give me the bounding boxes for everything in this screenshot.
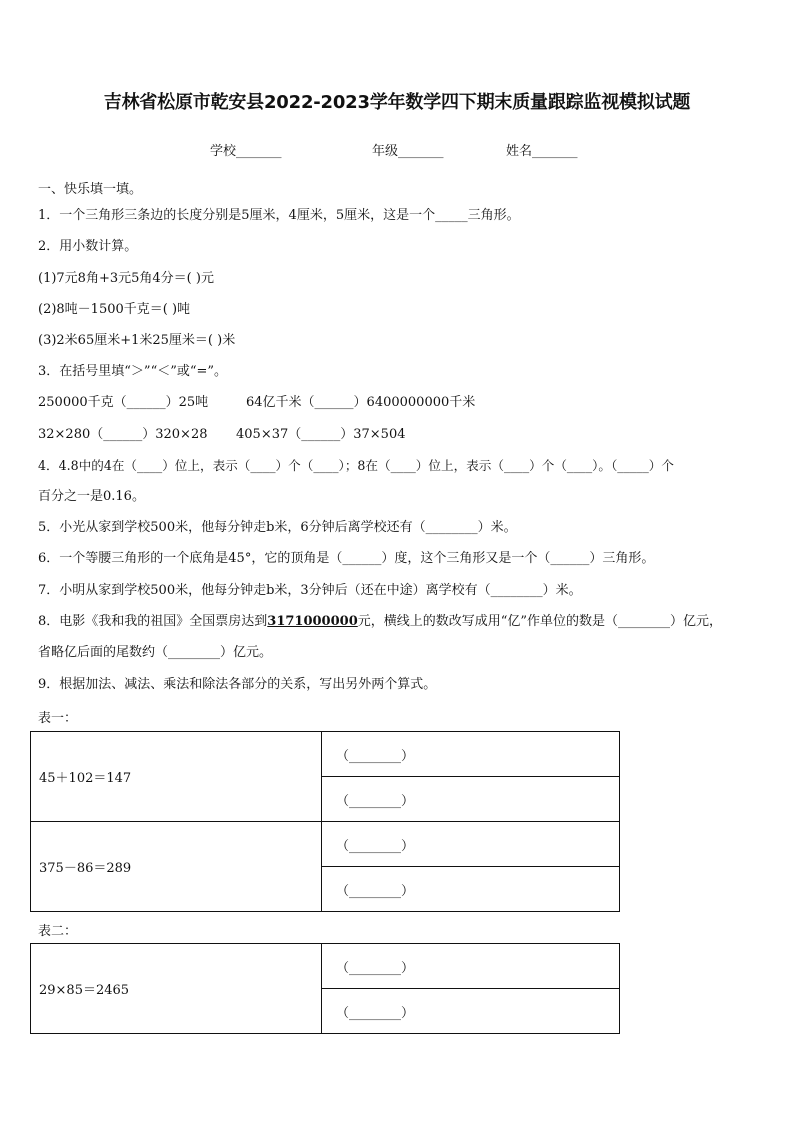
table-1-blank[interactable]: （________） bbox=[322, 732, 620, 777]
question-2-2: (2)8吨－1500千克＝( )吨 bbox=[38, 302, 191, 317]
table-1 bbox=[30, 731, 620, 912]
question-3-b: 64亿千米（______）6400000000千米 bbox=[246, 395, 476, 410]
table-2-label: 表二： bbox=[38, 924, 78, 939]
question-3-d: 405×37（______）37×504 bbox=[236, 427, 406, 442]
question-1: 1．一个三角形三条边的长度分别是5厘米，4厘米，5厘米，这是一个_____三角形。 bbox=[38, 208, 520, 223]
table-1-blank[interactable]: （________） bbox=[322, 867, 620, 912]
school-field: 学校_______ bbox=[210, 144, 282, 159]
question-2-3: (3)2米65厘米+1米25厘米＝( )米 bbox=[38, 333, 236, 348]
table-2-blank[interactable]: （________） bbox=[322, 944, 620, 989]
question-8-text-end: 元，横线上的数改写成用“亿”作单位的数是（________）亿元， bbox=[357, 614, 723, 629]
question-4-line-1: 4．4.8中的4在（____）位上，表示（____）个（____）；8在（____）位上，表示（____）个（____）。（_____）个 bbox=[38, 458, 674, 473]
question-4-line-2: 百分之一是0.16。 bbox=[38, 489, 145, 504]
table-1-blank[interactable]: （________） bbox=[322, 777, 620, 822]
table-1-equation-2: 375－86＝289 bbox=[31, 822, 322, 912]
question-2: 2．用小数计算。 bbox=[38, 239, 138, 254]
question-7: 7．小明从家到学校500米，他每分钟走b米，3分钟后（还在中途）离学校有（________）米。 bbox=[38, 583, 582, 598]
question-8-line-2: 省略亿后面的尾数约（________）亿元。 bbox=[38, 645, 273, 660]
table-2-blank[interactable]: （________） bbox=[322, 989, 620, 1034]
page-title: 吉林省松原市乾安县2022-2023学年数学四下期末质量跟踪监视模拟试题 bbox=[103, 92, 691, 113]
table-1-label: 表一： bbox=[38, 711, 78, 726]
question-3-a: 250000千克（______）25吨 bbox=[38, 395, 209, 410]
question-8-text-start: 8．电影《我和我的祖国》全国票房达到 bbox=[38, 614, 268, 629]
question-2-1: (1)7元8角+3元5角4分＝( )元 bbox=[38, 271, 214, 286]
question-9: 9．根据加法、减法、乘法和除法各部分的关系，写出另外两个算式。 bbox=[38, 677, 437, 692]
question-6: 6．一个等腰三角形的一个底角是45°，它的顶角是（______）度，这个三角形又是一个（______）三角形。 bbox=[38, 551, 655, 566]
name-field: 姓名_______ bbox=[506, 144, 578, 159]
table-1-blank[interactable]: （________） bbox=[322, 822, 620, 867]
question-5: 5．小光从家到学校500米，他每分钟走b米，6分钟后离学校还有（________）米。 bbox=[38, 520, 517, 535]
question-3-c: 32×280（______）320×28 bbox=[38, 427, 208, 442]
table-1-equation-1: 45＋102＝147 bbox=[31, 732, 322, 822]
question-3: 3．在括号里填“＞”“＜”或“=”。 bbox=[38, 364, 228, 379]
box-office-number: 3171000000 bbox=[267, 614, 358, 629]
question-8-line-1 bbox=[38, 613, 722, 631]
table-2-equation-1: 29×85＝2465 bbox=[31, 944, 322, 1034]
grade-field: 年级_______ bbox=[372, 144, 444, 159]
section-heading: 一、快乐填一填。 bbox=[38, 182, 143, 197]
table-2 bbox=[30, 943, 620, 1034]
